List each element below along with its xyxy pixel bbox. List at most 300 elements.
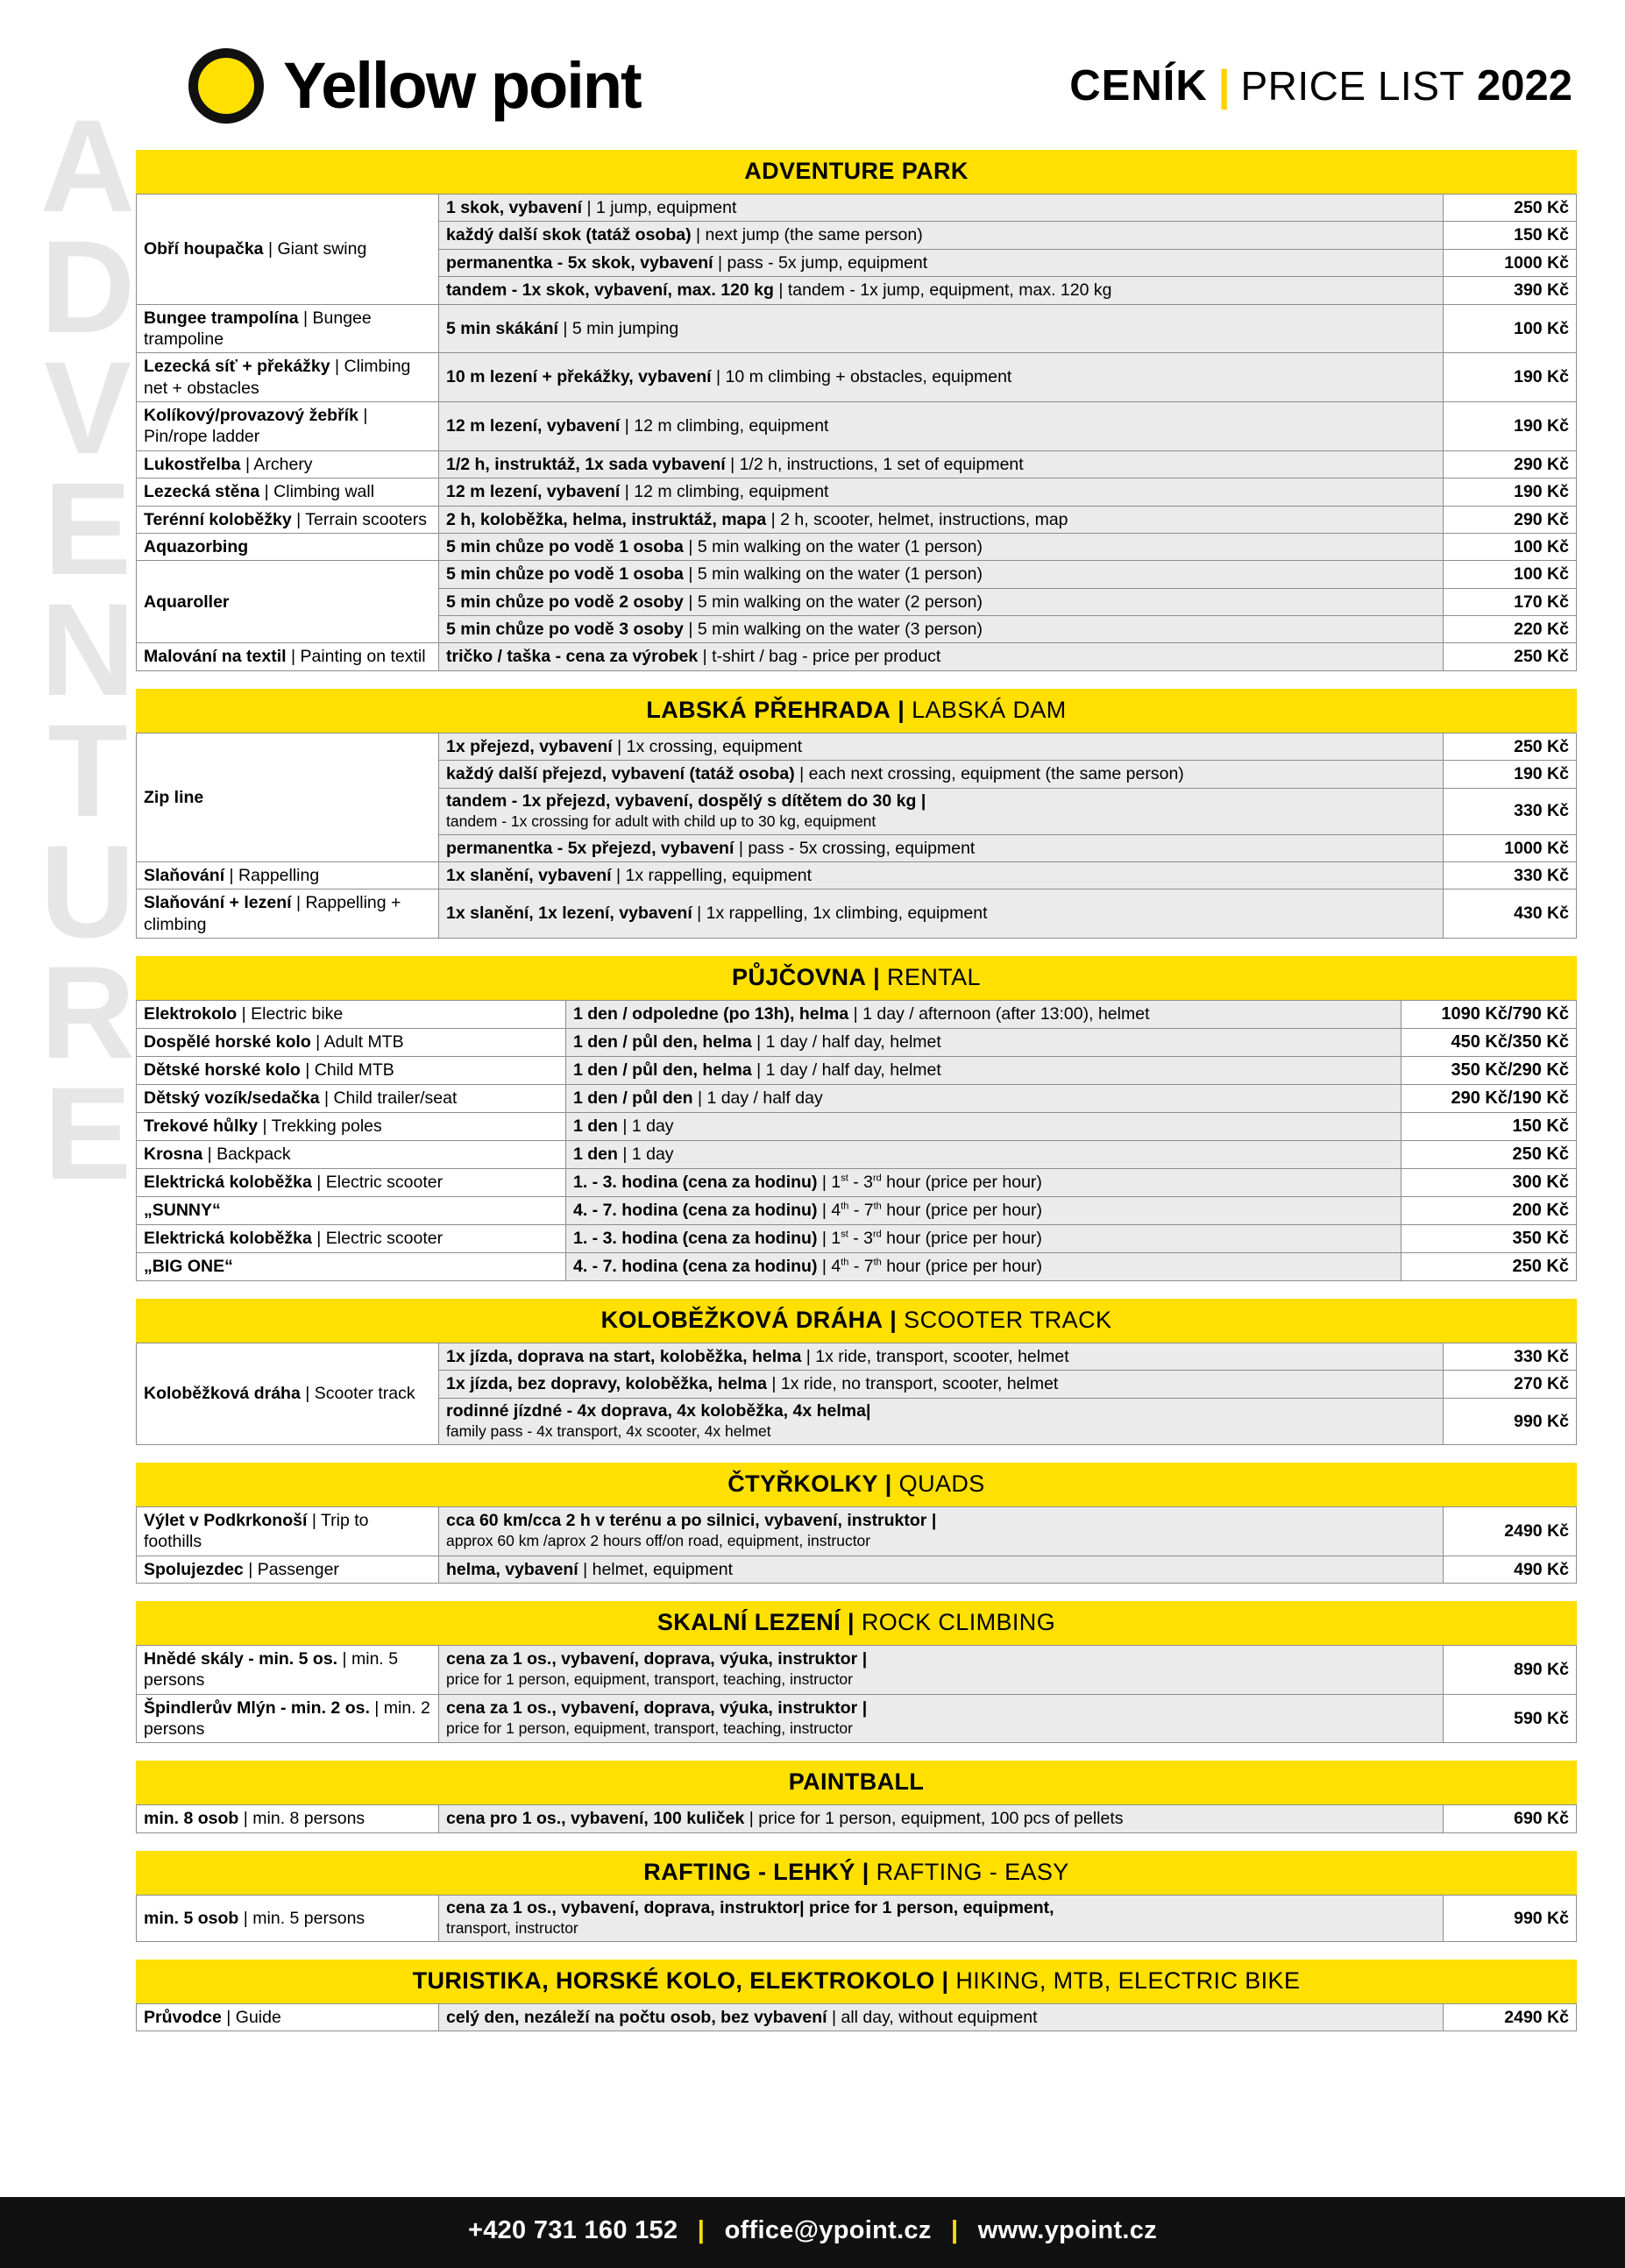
row-description-cell	[566, 1141, 1401, 1169]
desc-en: helmet, equipment	[592, 1559, 734, 1579]
desc-separator: |	[702, 647, 707, 667]
desc-cz: 10 m lezení + překážky, vybavení	[446, 367, 712, 387]
item-label-cz: Zip line	[144, 787, 204, 807]
table-row	[137, 1057, 1577, 1085]
footer-phone: +420 731 160 152	[467, 2216, 678, 2244]
row-price-cell: 890 Kč	[1444, 1645, 1577, 1694]
item-label-en: min. 5 persons	[144, 1648, 399, 1690]
item-separator: |	[363, 406, 368, 425]
row-description-cell	[566, 1169, 1401, 1197]
desc-en: 1 jump, equipment	[595, 198, 737, 217]
row-description-cell	[439, 889, 1444, 939]
item-separator: |	[316, 1229, 322, 1249]
section-table	[136, 1000, 1577, 1281]
desc-cz: 1 den	[573, 1116, 618, 1137]
footer-separator-2: |	[951, 2216, 959, 2244]
table-row	[137, 533, 1577, 560]
row-price-cell: 390 Kč	[1444, 277, 1577, 304]
item-label-cz: Obří houpačka	[144, 239, 264, 259]
section-table	[136, 1804, 1577, 1832]
table-row	[137, 450, 1577, 478]
item-label-cz: Lukostřelba	[144, 454, 241, 474]
desc-cz: cca 60 km/cca 2 h v terénu a po silnici, vybavení, instruktor |	[446, 1511, 937, 1531]
item-label-cz: Bungee trampolína	[144, 308, 299, 328]
table-row	[137, 561, 1577, 588]
desc-cz: 1. - 3. hodina (cena za hodinu)	[573, 1229, 818, 1249]
desc-cz: 1 den	[573, 1145, 618, 1165]
item-separator: |	[264, 482, 269, 502]
row-description-cell	[439, 1506, 1444, 1556]
desc-separator: |	[770, 509, 776, 529]
title-year: 2022	[1476, 62, 1572, 110]
desc-cz: 5 min chůze po vodě 1 osoba	[446, 564, 684, 585]
desc-cz: 1x slanění, vybavení	[446, 865, 612, 885]
row-price-cell: 190 Kč	[1444, 353, 1577, 402]
item-label-cz: Dětský vozík/sedačka	[144, 1088, 320, 1109]
item-label-en: Electric scooter	[325, 1173, 444, 1193]
desc-separator: |	[738, 838, 743, 858]
section-title-cz: SKALNÍ LEZENÍ	[656, 1608, 841, 1635]
desc-cz: 1 den / půl den, helma	[573, 1032, 752, 1052]
row-price-cell: 190 Kč	[1444, 402, 1577, 451]
watermark-text: A D V E N T U R E	[39, 92, 136, 1207]
item-separator: |	[241, 1004, 246, 1024]
row-description-cell	[439, 1343, 1444, 1371]
desc-separator: |	[697, 904, 702, 924]
row-description-cell	[439, 861, 1444, 889]
row-description-cell	[439, 1398, 1444, 1444]
logo-text: Yellow point	[283, 49, 641, 122]
row-description-cell	[439, 450, 1444, 478]
item-separator: |	[374, 1697, 380, 1718]
row-item-cell	[137, 1253, 566, 1281]
row-item-cell	[137, 1694, 439, 1743]
table-row	[137, 1113, 1577, 1141]
desc-separator: |	[730, 454, 735, 474]
row-price-cell: 450 Kč/350 Kč	[1401, 1029, 1577, 1057]
row-price-cell: 190 Kč	[1444, 761, 1577, 788]
section-table	[136, 194, 1577, 671]
row-item-cell	[137, 1895, 439, 1941]
section-header	[136, 1463, 1577, 1506]
section-title-separator: |	[884, 1470, 892, 1497]
row-description-cell	[439, 478, 1444, 506]
item-separator: |	[316, 1032, 321, 1052]
footer-email: office@ypoint.cz	[724, 2216, 932, 2244]
row-description-cell	[439, 561, 1444, 588]
section-title-en: HIKING, MTB, ELECTRIC BIKE	[955, 1967, 1301, 1994]
row-description-cell	[439, 402, 1444, 451]
desc-en: next jump (the same person)	[705, 225, 923, 245]
desc-cz: 1 den / půl den, helma	[573, 1060, 752, 1081]
item-label-en: Child MTB	[314, 1060, 394, 1081]
desc-separator: |	[831, 2007, 837, 2027]
desc-en: 4th - 7th hour (price per hour)	[831, 1201, 1042, 1221]
section-table	[136, 1343, 1577, 1445]
item-label-en: Guide	[235, 2007, 281, 2027]
desc-en: tandem - 1x crossing for adult with child up to 30 kg, equipment	[446, 812, 876, 830]
desc-cz: tričko / taška - cena za výrobek	[446, 647, 699, 667]
section-title-separator: |	[862, 1858, 869, 1885]
row-price-cell: 250 Kč	[1444, 733, 1577, 760]
row-price-cell: 150 Kč	[1401, 1113, 1577, 1141]
row-price-cell: 200 Kč	[1401, 1197, 1577, 1225]
row-price-cell: 350 Kč	[1401, 1225, 1577, 1253]
item-label-cz: Kolíkový/provazový žebřík	[144, 406, 358, 425]
row-item-cell	[137, 1225, 566, 1253]
desc-cz: celý den, nezáleží na počtu osob, bez vybavení	[446, 2007, 827, 2027]
item-label-en: Rappelling	[238, 865, 320, 885]
item-label-en: Passenger	[257, 1559, 339, 1579]
page-footer	[0, 2197, 1625, 2268]
item-separator: |	[245, 454, 251, 474]
table-row	[137, 889, 1577, 939]
row-price-cell: 290 Kč	[1444, 450, 1577, 478]
section-header	[136, 1299, 1577, 1343]
desc-cz: permanentka - 5x skok, vybavení	[446, 252, 713, 273]
row-item-cell	[137, 1169, 566, 1197]
desc-cz: 5 min chůze po vodě 1 osoba	[446, 536, 684, 556]
row-price-cell: 330 Kč	[1444, 1343, 1577, 1371]
row-price-cell: 190 Kč	[1444, 478, 1577, 506]
desc-cz: 12 m lezení, vybavení	[446, 416, 621, 436]
item-label-cz: Výlet v Podkrkonoší	[144, 1510, 308, 1530]
row-item-cell	[137, 533, 439, 560]
section-title-en: ROCK CLIMBING	[861, 1608, 1056, 1635]
desc-cz: tandem - 1x přejezd, vybavení, dospělý s dítětem do 30 kg |	[446, 790, 926, 811]
row-price-cell: 220 Kč	[1444, 616, 1577, 643]
desc-separator: |	[716, 367, 721, 387]
row-price-cell: 300 Kč	[1401, 1169, 1577, 1197]
row-description-cell	[439, 277, 1444, 304]
table-row	[137, 353, 1577, 402]
desc-cz: 1 den / půl den	[573, 1088, 693, 1109]
title-separator: |	[1217, 62, 1231, 110]
item-separator: |	[296, 509, 302, 529]
item-label-en: min. 8 persons	[252, 1809, 365, 1829]
desc-en: price for 1 person, equipment, transport, teaching, instructor	[446, 1719, 853, 1737]
desc-en: 2 h, scooter, helmet, instructions, map	[780, 509, 1068, 529]
section-table	[136, 2003, 1577, 2031]
desc-cz: 1 skok, vybavení	[446, 198, 583, 217]
section-title-separator: |	[941, 1967, 949, 1994]
desc-separator: |	[799, 764, 805, 784]
item-label-en: Terrain scooters	[305, 509, 427, 529]
item-label-cz: Dětské horské kolo	[144, 1060, 301, 1081]
row-description-cell	[439, 834, 1444, 861]
row-item-cell	[137, 353, 439, 402]
item-label-cz: Malování na textil	[144, 647, 287, 667]
desc-separator: |	[617, 736, 622, 756]
row-price-cell: 290 Kč/190 Kč	[1401, 1085, 1577, 1113]
item-separator: |	[295, 893, 302, 913]
table-row	[137, 733, 1577, 760]
item-label-cz: Krosna	[144, 1145, 203, 1165]
item-label-en: Adult MTB	[323, 1032, 404, 1052]
desc-cz: 1 den / odpoledne (po 13h), helma	[573, 1004, 849, 1024]
row-description-cell	[439, 195, 1444, 222]
desc-en: 1 day / half day	[706, 1088, 823, 1109]
row-description-cell	[566, 1085, 1401, 1113]
desc-separator: |	[583, 1559, 588, 1579]
table-row	[137, 1001, 1577, 1029]
desc-separator: |	[688, 536, 693, 556]
row-price-cell: 100 Kč	[1444, 304, 1577, 353]
table-row	[137, 1343, 1577, 1371]
section-header	[136, 689, 1577, 733]
table-row	[137, 643, 1577, 670]
desc-cz: 12 m lezení, vybavení	[446, 482, 621, 502]
desc-cz: helma, vybavení	[446, 1559, 578, 1579]
desc-en: 5 min walking on the water (3 person)	[697, 620, 983, 639]
row-item-cell	[137, 1645, 439, 1694]
table-row	[137, 1556, 1577, 1583]
desc-separator: |	[778, 280, 784, 301]
item-label-cz: Slaňování	[144, 865, 225, 885]
desc-separator: |	[718, 252, 723, 273]
row-price-cell: 430 Kč	[1444, 889, 1577, 939]
desc-en: 1st - 3rd hour (price per hour)	[831, 1173, 1042, 1193]
desc-cz: cena za 1 os., vybavení, doprava, výuka, instruktor |	[446, 1649, 868, 1669]
row-description-cell	[439, 1895, 1444, 1941]
desc-separator: |	[821, 1257, 827, 1277]
row-description-cell	[566, 1253, 1401, 1281]
table-row	[137, 506, 1577, 533]
item-separator: |	[207, 1145, 212, 1165]
desc-en: each next crossing, equipment (the same person)	[808, 764, 1184, 784]
row-description-cell	[439, 1371, 1444, 1398]
table-row	[137, 2003, 1577, 2031]
desc-cz: 1. - 3. hodina (cena za hodinu)	[573, 1173, 818, 1193]
section-table	[136, 1506, 1577, 1584]
row-item-cell	[137, 1029, 566, 1057]
desc-separator: |	[563, 318, 568, 338]
item-label-en: Electric scooter	[325, 1229, 444, 1249]
row-item-cell	[137, 1556, 439, 1583]
desc-cz: 1/2 h, instruktáž, 1x sada vybavení	[446, 454, 726, 474]
item-label-cz: „SUNNY“	[144, 1201, 221, 1221]
desc-separator: |	[622, 1145, 628, 1165]
row-item-cell	[137, 1506, 439, 1556]
section-title-cz: PŮJČOVNA	[732, 964, 867, 990]
item-separator: |	[316, 1173, 322, 1193]
desc-en: t-shirt / bag - price per product	[712, 647, 941, 667]
row-description-cell	[439, 249, 1444, 276]
row-price-cell: 290 Kč	[1444, 506, 1577, 533]
section-title-cz: KOLOBĚŽKOVÁ DRÁHA	[600, 1307, 883, 1333]
item-separator: |	[305, 1060, 310, 1081]
section-title-en: RENTAL	[887, 964, 981, 990]
desc-en: pass - 5x crossing, equipment	[748, 838, 976, 858]
row-item-cell	[137, 861, 439, 889]
table-row	[137, 1085, 1577, 1113]
row-price-cell: 2490 Kč	[1444, 2003, 1577, 2031]
table-row	[137, 1141, 1577, 1169]
desc-cz: cena pro 1 os., vybavení, 100 kuliček	[446, 1809, 745, 1829]
desc-en: 12 m climbing, equipment	[634, 416, 829, 436]
desc-en: pass - 5x jump, equipment	[727, 252, 928, 273]
desc-cz: 5 min chůze po vodě 2 osoby	[446, 592, 684, 612]
section-title-cz: TURISTIKA, HORSKÉ KOLO, ELEKTROKOLO	[412, 1967, 935, 1994]
row-description-cell	[439, 1805, 1444, 1832]
item-separator: |	[303, 308, 309, 328]
desc-separator: |	[624, 482, 629, 502]
item-label-en: Giant swing	[277, 239, 367, 259]
row-item-cell	[137, 402, 439, 451]
item-label-en: Backpack	[216, 1145, 291, 1165]
desc-en: tandem - 1x jump, equipment, max. 120 kg	[787, 280, 1112, 301]
section-header	[136, 1851, 1577, 1895]
item-label-en: Climbing net + obstacles	[144, 357, 411, 398]
item-label-cz: Lezecká stěna	[144, 482, 260, 502]
desc-en: family pass - 4x transport, 4x scooter, 4x helmet	[446, 1421, 771, 1440]
row-description-cell	[439, 353, 1444, 402]
row-price-cell: 1000 Kč	[1444, 249, 1577, 276]
row-item-cell	[137, 506, 439, 533]
desc-cz: 5 min chůze po vodě 3 osoby	[446, 620, 684, 639]
table-row	[137, 1253, 1577, 1281]
section-header	[136, 150, 1577, 194]
item-label-cz: Lezecká síť + překážky	[144, 357, 330, 377]
item-separator: |	[267, 239, 273, 259]
row-description-cell	[439, 733, 1444, 760]
row-item-cell	[137, 1805, 439, 1832]
item-separator: |	[262, 1116, 267, 1137]
item-separator: |	[305, 1384, 310, 1404]
item-label-cz: Terénní koloběžky	[144, 509, 292, 529]
desc-cz: 1x slanění, 1x lezení, vybavení	[446, 904, 692, 924]
row-description-cell	[439, 616, 1444, 643]
row-price-cell: 350 Kč/290 Kč	[1401, 1057, 1577, 1085]
table-row	[137, 195, 1577, 222]
section-title-en: LABSKÁ DAM	[912, 696, 1067, 723]
desc-separator: |	[616, 865, 621, 885]
row-price-cell: 690 Kč	[1444, 1805, 1577, 1832]
table-row	[137, 1225, 1577, 1253]
table-row	[137, 304, 1577, 353]
item-separator: |	[335, 357, 340, 377]
desc-en: transport, instructor	[446, 1918, 578, 1937]
desc-separator: |	[756, 1032, 762, 1052]
desc-cz: každý další přejezd, vybavení (tatáž osoba)	[446, 764, 795, 784]
item-label-en: Pin/rope ladder	[144, 427, 260, 447]
row-description-cell	[439, 588, 1444, 615]
row-price-cell: 990 Kč	[1444, 1398, 1577, 1444]
row-description-cell	[566, 1113, 1401, 1141]
section-title-separator: |	[890, 1307, 898, 1333]
row-price-cell: 1090 Kč/790 Kč	[1401, 1001, 1577, 1029]
section-title-separator: |	[873, 964, 881, 990]
item-separator: |	[243, 1809, 248, 1829]
row-item-cell	[137, 478, 439, 506]
table-row	[137, 861, 1577, 889]
row-price-cell: 100 Kč	[1444, 561, 1577, 588]
table-row	[137, 1169, 1577, 1197]
section-header	[136, 1601, 1577, 1645]
row-price-cell: 250 Kč	[1444, 643, 1577, 670]
row-description-cell	[439, 533, 1444, 560]
row-price-cell: 250 Kč	[1401, 1253, 1577, 1281]
desc-separator: |	[586, 198, 592, 217]
row-item-cell	[137, 1001, 566, 1029]
title-price-list: PRICE LIST	[1240, 63, 1465, 109]
desc-en: 5 min walking on the water (2 person)	[697, 592, 983, 612]
item-label-en: Trip to foothills	[144, 1510, 369, 1552]
item-separator: |	[311, 1510, 316, 1530]
item-label-cz: Elektrokolo	[144, 1004, 238, 1024]
section-title-separator: |	[848, 1608, 855, 1635]
row-price-cell: 490 Kč	[1444, 1556, 1577, 1583]
desc-separator: |	[756, 1060, 762, 1081]
desc-cz: 4. - 7. hodina (cena za hodinu)	[573, 1201, 818, 1221]
desc-cz: každý další skok (tatáž osoba)	[446, 225, 692, 245]
row-description-cell	[566, 1057, 1401, 1085]
desc-cz: permanentka - 5x přejezd, vybavení	[446, 838, 734, 858]
row-price-cell: 150 Kč	[1444, 222, 1577, 249]
desc-en: 1 day	[631, 1116, 674, 1137]
row-price-cell: 330 Kč	[1444, 861, 1577, 889]
item-label-cz: Elektrická koloběžka	[144, 1173, 312, 1193]
desc-en: 5 min walking on the water (1 person)	[697, 536, 983, 556]
item-label-en: Electric bike	[251, 1004, 344, 1024]
item-label-en: Archery	[253, 454, 313, 474]
row-item-cell	[137, 2003, 439, 2031]
desc-separator: |	[821, 1173, 827, 1193]
section-title-cz: PAINTBALL	[788, 1768, 925, 1796]
item-separator: |	[290, 647, 296, 667]
section-title-separator: |	[898, 696, 905, 723]
footer-separator-1: |	[697, 2216, 706, 2244]
row-description-cell	[439, 788, 1444, 834]
row-item-cell	[137, 733, 439, 861]
table-row	[137, 1197, 1577, 1225]
item-separator: |	[226, 2007, 231, 2027]
section-header	[136, 956, 1577, 1000]
desc-en: price for 1 person, equipment, 100 pcs of pellets	[758, 1809, 1124, 1829]
desc-separator: |	[622, 1116, 628, 1137]
row-description-cell	[439, 222, 1444, 249]
title-cenik: CENÍK	[1069, 62, 1208, 110]
section-table	[136, 733, 1577, 939]
desc-en: 4th - 7th hour (price per hour)	[831, 1257, 1042, 1277]
desc-separator: |	[821, 1201, 827, 1221]
row-item-cell	[137, 1057, 566, 1085]
section-title-en: SCOOTER TRACK	[904, 1307, 1112, 1333]
section-header	[136, 1761, 1577, 1804]
desc-en: 1 day / half day, helmet	[765, 1032, 941, 1052]
header-title-group	[1069, 61, 1572, 110]
row-description-cell	[566, 1197, 1401, 1225]
item-label-cz: Aquaroller	[144, 592, 230, 612]
section-title-en: RAFTING - EASY	[876, 1858, 1069, 1885]
desc-separator: |	[624, 416, 629, 436]
section-table	[136, 1645, 1577, 1744]
desc-cz: 4. - 7. hodina (cena za hodinu)	[573, 1257, 818, 1277]
item-separator: |	[243, 1908, 248, 1928]
row-item-cell	[137, 1113, 566, 1141]
row-price-cell: 330 Kč	[1444, 788, 1577, 834]
item-label-cz: Dospělé horské kolo	[144, 1032, 311, 1052]
row-item-cell	[137, 561, 439, 643]
row-price-cell: 1000 Kč	[1444, 834, 1577, 861]
desc-en: all day, without equipment	[841, 2007, 1038, 2027]
section-table	[136, 1895, 1577, 1942]
row-description-cell	[439, 1556, 1444, 1583]
table-row	[137, 1694, 1577, 1743]
desc-separator: |	[688, 592, 693, 612]
desc-en: 5 min jumping	[571, 318, 679, 338]
desc-en: 1x rappelling, 1x climbing, equipment	[706, 904, 988, 924]
